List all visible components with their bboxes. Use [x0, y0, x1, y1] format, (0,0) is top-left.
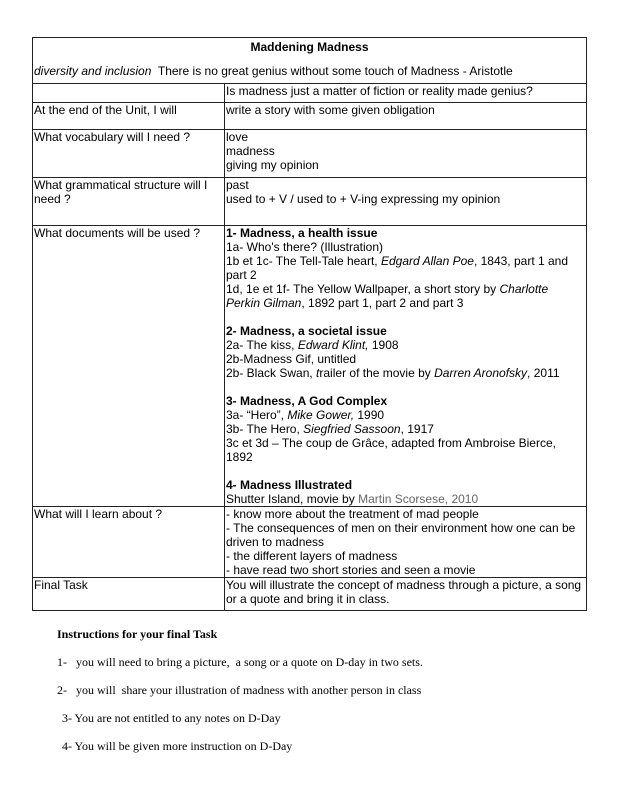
document-item: 3a- “Hero”, Mike Gower, 1990 — [226, 408, 385, 422]
document-item: 1a- Who's there? (Illustration) — [226, 240, 384, 254]
instruction-item: 4- You will be given more instruction on D-Day — [62, 739, 293, 753]
grammar-list — [225, 178, 587, 226]
end-of-unit-label: At the end of the Unit, I will — [33, 103, 225, 130]
vocabulary-label: What vocabulary will I need ? — [33, 130, 225, 178]
final-task-label: Final Task — [33, 578, 225, 611]
vocabulary-item: madness — [226, 144, 275, 158]
grammar-item: past — [226, 178, 249, 192]
documents-list — [225, 226, 587, 507]
learn-list — [225, 507, 587, 578]
learn-item: - The consequences of men on their environment how one can be driven to madness — [226, 521, 576, 549]
grammar-label: What grammatical structure will I need ? — [33, 178, 225, 226]
vocabulary-item: love — [226, 130, 249, 144]
learn-label: What will I learn about ? — [33, 507, 225, 578]
instruction-item: 3- You are not entitled to any notes on D-Day — [62, 711, 281, 725]
learn-item: - the different layers of madness — [226, 549, 398, 563]
unit-plan-table — [32, 37, 587, 611]
document-title: Maddening Madness — [33, 38, 587, 65]
document-item: 1b et 1c- The Tell-Tale heart, Edgard Allan Poe, 1843, part 1 and part 2 — [226, 254, 569, 282]
instruction-item: 2- you will share your illustration of madness with another person in class — [57, 683, 422, 697]
section-heading: 1- Madness, a health issue — [226, 226, 378, 240]
document-item: 2a- The kiss, Edward Klint, 1908 — [226, 338, 399, 352]
documents-label: What documents will be used ? — [33, 226, 225, 507]
document-item: 3c et 3d – The coup de Grâce, adapted from Ambroise Bierce, 1892 — [226, 436, 556, 464]
learn-item: - know more about the treatment of mad people — [226, 507, 479, 521]
instructions-title: Instructions for your final Task — [57, 627, 218, 641]
vocabulary-item: giving my opinion — [226, 158, 319, 172]
subtitle-italic: diversity and inclusion — [34, 64, 152, 78]
document-item: 2b- Black Swan, trailer of the movie by Darren Aronofsky, 2011 — [226, 366, 560, 380]
subtitle-quote — [33, 64, 587, 84]
instruction-item: 1- you will need to bring a picture, a song or a quote on D-day in two sets. — [57, 655, 423, 669]
grammar-item: used to + V / used to + V-ing expressing my opinion — [226, 192, 501, 206]
document-item: 1d, 1e et 1f- The Yellow Wallpaper, a short story by Charlotte Perkin Gilman, 1892 part 1, part 2 and part 3 — [226, 282, 549, 310]
aristotle-quote: There is no great genius without some touch of Madness - Aristotle — [151, 64, 513, 78]
vocabulary-list — [225, 130, 587, 178]
section-heading: 4- Madness Illustrated — [226, 478, 353, 492]
final-task-value: You will illustrate the concept of madness through a picture, a song or a quote and bring it in class. — [225, 578, 587, 611]
question-label — [33, 84, 225, 103]
learn-item: - have read two short stories and seen a movie — [226, 563, 476, 577]
end-of-unit-value: write a story with some given obligation — [225, 103, 587, 130]
document-item: 2b-Madness Gif, untitled — [226, 352, 357, 366]
document-item: Shutter Island, movie by Martin Scorsese, 2010 — [226, 492, 479, 506]
section-heading: 2- Madness, a societal issue — [226, 324, 387, 338]
document-item: 3b- The Hero, Siegfried Sassoon, 1917 — [226, 422, 434, 436]
section-heading: 3- Madness, A God Complex — [226, 394, 388, 408]
question-value: Is madness just a matter of fiction or reality made genius? — [225, 84, 587, 103]
